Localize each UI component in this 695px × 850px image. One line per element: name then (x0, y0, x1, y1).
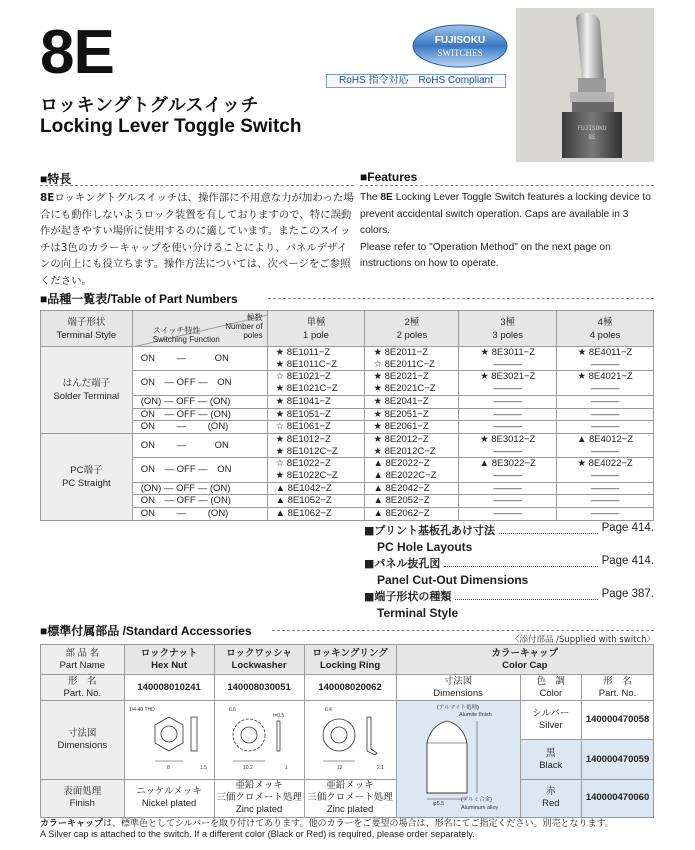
part-number: ★ 8E1021C−Z (275, 383, 338, 395)
part-number: ▲ 8E1052−Z (275, 495, 332, 507)
part-number-cell (459, 421, 557, 434)
lockwasher-drawing (214, 701, 304, 780)
part-number: ★ 8E2021−Z (373, 371, 429, 383)
table-row (41, 482, 654, 495)
pole-header-2: 2極 2 poles (365, 311, 459, 347)
pole-header-4: 4極 4 poles (557, 311, 654, 347)
svg-text:φ5.5: φ5.5 (433, 801, 445, 807)
part-number-cell (267, 421, 365, 434)
part-numbers-table (40, 310, 654, 521)
svg-text:10.2: 10.2 (243, 764, 253, 771)
model-ref: 8E (40, 192, 55, 204)
pole-header-1: 単極 1 pole (267, 311, 365, 347)
svg-text:FUJISOKU: FUJISOKU (577, 125, 607, 132)
part-number: ★ 8E3012−Z (480, 433, 536, 445)
part-number-cell (557, 408, 654, 421)
part-number-cell (365, 371, 459, 395)
cap-dimensions-label: 寸法図 Dimensions (396, 675, 520, 701)
svg-text:Alumite finish: Alumite finish (459, 712, 492, 718)
color-cap-drawing (396, 701, 520, 818)
part-number-cell (459, 458, 557, 482)
part-number: ▲ 8E2022C−Z (373, 470, 437, 482)
part-number-cell (365, 508, 459, 521)
dimensions-label: 寸法図 Dimensions (41, 701, 125, 780)
terminal-style-cell: PC端子 PC Straight (41, 433, 133, 520)
svg-text:(アルミ合金): (アルミ合金) (461, 797, 492, 803)
svg-text:1/4-40 THD: 1/4-40 THD (129, 706, 155, 713)
part-number-cell (557, 347, 654, 371)
part-number: ——— (590, 495, 620, 507)
svg-text:(アルマイト処理): (アルマイト処理) (437, 705, 479, 711)
part-number: ▲ 8E3022−Z (479, 458, 536, 470)
part-number: ★ 8E3021−Z (480, 371, 536, 383)
fujisoku-logo (412, 23, 508, 69)
lockwasher-name: ロックワッシャ Lockwasher (214, 645, 304, 675)
part-number-cell (557, 421, 654, 434)
part-number-cell (459, 347, 557, 371)
part-number-cell (459, 495, 557, 508)
part-number-cell (365, 433, 459, 457)
part-number-cell (365, 458, 459, 482)
part-number: ▲ 8E1042−Z (275, 482, 332, 494)
table-row (41, 371, 654, 395)
part-number-cell (459, 408, 557, 421)
switching-function-cell: ON — ON (132, 433, 267, 457)
part-number-cell (365, 495, 459, 508)
part-number-cell (365, 421, 459, 434)
part-number: ★ 8E1041−Z (275, 395, 331, 407)
part-number: ——— (493, 482, 522, 494)
features-heading-en: ■Features (360, 170, 418, 184)
part-number: ——— (590, 395, 620, 407)
note-en: A Silver cap is attached to the switch. If a different color (Black or Red) is required, please order separately. (40, 829, 475, 839)
features-text-en-post: Locking Lever Toggle Switch features a locking device to prevent accidental switch operation. Caps are available in 3 colors. (360, 192, 651, 237)
part-number: ▲ 8E2052−Z (373, 495, 430, 507)
part-number: ★ 8E2011−Z (373, 347, 428, 358)
svg-text:Aluminum alloy: Aluminum alloy (461, 805, 499, 811)
color-cap-name: カラーキャップ Color Cap (396, 645, 653, 675)
switching-function-cell: ON — (ON) (132, 421, 267, 434)
part-number: ——— (493, 495, 522, 507)
part-number-cell (459, 482, 557, 495)
part-number-cell (267, 508, 365, 521)
part-number-cell (267, 458, 365, 482)
svg-text:t=0.5: t=0.5 (273, 712, 285, 719)
locking-ring-finish: 亜鉛メッキ 三価クロメート処理 Zinc plated (304, 779, 396, 817)
reference-pc-hole: ■プリント基板孔あけ寸法 Page 414. PC Hole Layouts (364, 522, 654, 554)
terminal-style-header: 端子形状 Terminal Style (41, 311, 133, 347)
features-heading-jp: ■特長 (40, 172, 72, 186)
part-number: ——— (493, 421, 522, 433)
table-row (41, 458, 654, 482)
cap-part-no-silver: 140000470058 (582, 701, 654, 740)
part-number: ▲ 8E1062−Z (275, 508, 332, 520)
part-number-cell (267, 371, 365, 395)
locking-ring-icon (305, 703, 395, 773)
part-number-cell (557, 433, 654, 457)
part-number: ——— (590, 408, 620, 420)
part-number: ☆ 8E1021−Z (275, 371, 331, 383)
part-number: ★ 8E1022C−Z (275, 470, 338, 482)
part-number: ★ 8E2012−Z (373, 433, 429, 445)
part-number: ★ 8E1051−Z (275, 408, 331, 420)
part-number-cell (459, 433, 557, 457)
color-cap-icon (397, 701, 519, 813)
parts-table-heading: ■品種一覧表/Table of Part Numbers (40, 292, 238, 306)
features-body-jp (40, 190, 354, 290)
part-number: ▲ 8E4012−Z (576, 433, 634, 445)
part-number: ——— (493, 508, 522, 520)
svg-text:6.6: 6.6 (229, 706, 237, 713)
part-name-label: 部 品 名 Part Name (41, 645, 125, 675)
logo-line2: SWITCHES (437, 48, 483, 58)
part-number: ★ 8E1011C−Z (275, 358, 337, 370)
part-number-cell (267, 482, 365, 495)
lockwasher-icon (215, 703, 303, 773)
svg-text:1: 1 (285, 764, 288, 771)
part-number-cell (557, 395, 654, 408)
part-number: ★ 8E1012C−Z (275, 445, 338, 457)
part-number: ——— (590, 470, 620, 482)
part-number-cell (267, 395, 365, 408)
part-number-cell (365, 482, 459, 495)
toggle-switch-photo (516, 8, 654, 162)
title-english: Locking Lever Toggle Switch (40, 116, 302, 137)
switching-function-cell: (ON) — OFF — (ON) (132, 395, 267, 408)
part-number: ★ 8E2051−Z (373, 408, 429, 420)
part-number-cell (267, 495, 365, 508)
logo-line1: FUJISOKU (434, 35, 486, 46)
part-number-cell (557, 371, 654, 395)
part-number: ☆ 8E2011C−Z (373, 358, 435, 370)
part-number: ☆ 8E1022−Z (275, 458, 331, 470)
divider (40, 185, 354, 186)
cap-part-no-red: 140000470060 (582, 779, 654, 817)
part-number: ★ 8E2021C−Z (373, 383, 436, 395)
reference-panel-cutout: ■パネル抜孔図 Page 414. Panel Cut-Out Dimensions (364, 555, 654, 587)
divider (360, 185, 654, 186)
rohs-badge: RoHS 指令対応 RoHS Compliant (326, 74, 506, 88)
switching-function-cell: ON — OFF — (ON) (132, 495, 267, 508)
part-number-cell (459, 508, 557, 521)
note-jp: カラーキャップは、標準色としてシルバーを取り付けてあります。他のカラーをご要望の場合は、形名にてご指定ください。別売となります。 (40, 819, 614, 829)
title-japanese: ロッキングトグルスイッチ (40, 95, 259, 116)
features-text-en-p2: Please refer to "Operation Method" on the next page on instructions on how to operate. (360, 241, 611, 270)
features-body-en (360, 190, 656, 273)
switching-function-cell: ON — ON (132, 347, 267, 371)
table-row (41, 421, 654, 434)
supplied-note: 〈添付部品 /Supplied with switch〉 (510, 635, 655, 645)
table-row (41, 408, 654, 421)
switching-function-cell: ON — OFF — ON (132, 371, 267, 395)
part-number: ☆ 8E1061−Z (275, 421, 331, 433)
lockwasher-finish: 亜鉛メッキ 三価クロメート処理 Zinc plated (214, 779, 304, 817)
svg-text:12: 12 (337, 764, 343, 771)
part-number-cell (267, 347, 365, 371)
cap-color-red: 赤 Red (520, 779, 582, 817)
switching-function-cell: ON — (ON) (132, 508, 267, 521)
table-row (41, 495, 654, 508)
part-number-cell (365, 347, 459, 371)
part-number: ★ 8E2012C−Z (373, 445, 436, 457)
switching-function-cell: ON — OFF — ON (132, 458, 267, 482)
svg-text:1.5: 1.5 (200, 764, 208, 771)
features-text-jp: ロッキングトグルスイッチは、操作部に不用意な力が加わった場合にも動作しないようロック装置を有しておりますので、特に誤動作が起きやすい場所に使用するのに適しています。またこのスイッチは3色のカラーキャップを使い分けることにより、パネルデザインの向上にも役立ちます。操作方法については、次ページをご参照ください。 (40, 192, 354, 287)
part-number: ▲ 8E2022−Z (373, 458, 430, 470)
part-number: ★ 8E4021−Z (577, 371, 633, 383)
part-number: ——— (493, 395, 522, 407)
svg-text:2.1: 2.1 (377, 764, 384, 771)
part-number: ——— (493, 408, 522, 420)
accessories-heading: ■標準付属部品 /Standard Accessories (40, 624, 252, 638)
hex-nut-name: ロックナット Hex Nut (124, 645, 214, 675)
part-no-label: 形 名 Part. No. (41, 675, 125, 701)
table-row (41, 433, 654, 457)
part-number: ——— (493, 383, 522, 395)
part-number: ——— (590, 358, 620, 370)
reference-terminal-style: ■端子形状の種類 Page 387. Terminal Style (364, 588, 654, 620)
part-number-cell (557, 495, 654, 508)
finish-label: 表面処理 Finish (41, 779, 125, 817)
accessories-table (40, 644, 654, 818)
hex-nut-drawing (124, 701, 214, 780)
part-number: ★ 8E1012−Z (275, 433, 331, 445)
part-number-cell (557, 482, 654, 495)
part-number: ★ 8E2061−Z (373, 421, 429, 433)
part-number: ——— (493, 470, 522, 482)
hex-nut-finish: ニッケルメッキ Nickel plated (124, 779, 214, 817)
part-number-cell (459, 395, 557, 408)
part-number: ▲ 8E2062−Z (373, 508, 430, 520)
part-number-cell (557, 508, 654, 521)
part-number: ▲ 8E2042−Z (373, 482, 430, 494)
hex-nut-icon (125, 703, 213, 773)
features-text-en-pre: The (360, 192, 381, 203)
part-number: ——— (590, 383, 620, 395)
part-number: ★ 8E3011−Z (480, 347, 536, 358)
part-number-cell (459, 371, 557, 395)
svg-text:6.4: 6.4 (325, 706, 332, 713)
part-number: ——— (590, 508, 620, 520)
part-number-cell (365, 408, 459, 421)
part-number: ——— (590, 421, 620, 433)
svg-text:8E: 8E (588, 134, 596, 141)
part-number: ——— (493, 445, 522, 457)
locking-ring-drawing (304, 701, 396, 780)
cap-color-black: 黒 Black (520, 740, 582, 779)
locking-ring-name: ロッキングリング Locking Ring (304, 645, 396, 675)
cap-color-silver: シルバー Silver (520, 701, 582, 740)
table-row (41, 395, 654, 408)
terminal-style-cell: はんだ端子 Solder Terminal (41, 347, 133, 434)
part-number-cell (267, 408, 365, 421)
part-number: ——— (590, 445, 620, 457)
part-number-cell (365, 395, 459, 408)
divider (272, 630, 654, 631)
hex-nut-part-no: 140008010241 (124, 675, 214, 701)
pole-header-3: 3極 3 poles (459, 311, 557, 347)
model-ref: 8E (380, 192, 393, 203)
model-number: 8E (40, 18, 114, 87)
part-number: ★ 8E4022−Z (577, 458, 633, 470)
switching-function-header: 極数 Number of poles スイッチ特性 Switching Function (132, 311, 267, 347)
part-number: ★ 8E2041−Z (373, 395, 429, 407)
part-number-cell (267, 433, 365, 457)
part-number-cell (557, 458, 654, 482)
part-number: ——— (493, 358, 522, 370)
cap-color-label: 色 調 Color (520, 675, 582, 701)
lockwasher-part-no: 140008030051 (214, 675, 304, 701)
locking-ring-part-no: 140008020062 (304, 675, 396, 701)
part-number: ★ 8E1011−Z (275, 347, 331, 358)
cap-part-no-label: 形 名 Part. No. (582, 675, 654, 701)
part-number: ——— (590, 482, 620, 494)
divider (268, 298, 654, 299)
cap-part-no-black: 140000470059 (582, 740, 654, 779)
table-row (41, 508, 654, 521)
table-row (41, 347, 654, 371)
switching-function-cell: (ON) — OFF — (ON) (132, 482, 267, 495)
part-number: ★ 8E4011−Z (577, 347, 633, 358)
svg-text:8: 8 (167, 764, 170, 771)
switching-function-cell: ON — OFF — (ON) (132, 408, 267, 421)
